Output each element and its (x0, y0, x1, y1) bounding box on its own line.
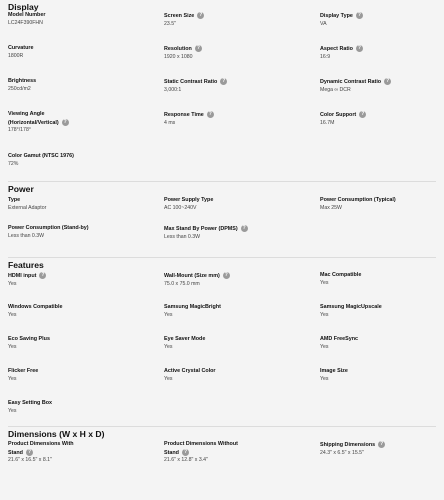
spec-value: Max 25W (320, 204, 342, 211)
spec-label: Brightness (8, 78, 37, 84)
spec-value: 23.5" (164, 20, 176, 27)
help-icon[interactable]: ? (208, 111, 212, 117)
spec-item (164, 336, 320, 368)
spec-label-line2: Stand (8, 449, 23, 456)
help-icon[interactable]: ? (41, 272, 45, 278)
help-icon[interactable]: ? (224, 272, 228, 278)
spec-item (8, 111, 164, 153)
spec-item (164, 12, 320, 45)
spec-item (8, 78, 164, 111)
spec-value: VA (320, 20, 327, 27)
spec-item (320, 12, 436, 45)
spec-value: Yes (164, 311, 173, 318)
help-icon[interactable]: ? (27, 448, 32, 455)
spec-label: Display Type (320, 12, 353, 19)
spec-item (320, 272, 436, 304)
spec-label: Response Time (164, 111, 204, 118)
spec-label: Eye Saver Mode (164, 336, 206, 342)
spec-value: Yes (164, 375, 173, 382)
spec-item (320, 441, 436, 464)
spec-item (8, 197, 164, 225)
section-features (8, 260, 436, 424)
spec-label: Color Support (320, 111, 357, 118)
help-icon[interactable]: ? (357, 12, 361, 18)
spec-label: Screen Size (164, 12, 195, 19)
dimensions-grid (8, 441, 436, 464)
spec-value: Mega ∞ DCR (320, 86, 351, 93)
spec-label: Windows Compatible (8, 304, 63, 310)
section-power (8, 184, 436, 255)
spec-value: 250cd/m2 (8, 85, 31, 92)
spec-value: External Adaptor (8, 204, 47, 211)
spec-label: Shipping Dimensions (320, 441, 376, 448)
spec-value: 21.6" x 16.5" x 8.1" (8, 457, 52, 464)
spec-label: Static Contrast Ratio (164, 78, 218, 85)
spec-label: Easy Setting Box (8, 400, 53, 406)
help-icon[interactable]: ? (242, 225, 246, 231)
spec-value: Yes (8, 280, 17, 287)
spec-value: LC24F390FHN (8, 19, 43, 26)
help-icon[interactable]: ? (361, 111, 365, 117)
help-icon[interactable]: ? (183, 448, 188, 455)
spec-label: Type (8, 197, 21, 203)
spec-item (164, 78, 320, 111)
spec-value: 4 ms (164, 119, 176, 126)
spec-value: 75.0 x 75.0 mm (164, 280, 200, 287)
spec-label: Viewing Angle (8, 111, 45, 117)
spec-value: 16:9 (320, 53, 331, 60)
spec-label: HDMI input (8, 272, 37, 279)
spec-item (164, 197, 320, 225)
spec-item (164, 272, 320, 304)
spec-label: Resolution (164, 45, 192, 52)
spec-label: Power Supply Type (164, 197, 214, 203)
spec-value: 3,000:1 (164, 86, 182, 93)
section-display (8, 0, 436, 177)
section-divider (8, 257, 436, 258)
spec-label: Model Number (8, 12, 46, 18)
spec-value: 1920 x 1080 (164, 53, 193, 60)
help-icon[interactable]: ? (63, 118, 67, 125)
spec-label: Product Dimensions Without (164, 441, 238, 447)
spec-item (320, 197, 436, 225)
spec-value: Less than 0.3W (164, 233, 201, 240)
spec-value: 178°/178° (8, 127, 31, 134)
spec-item (320, 111, 436, 153)
spec-item (8, 304, 164, 336)
spec-value: 21.6" x 12.8" x 3.4" (164, 457, 208, 464)
spec-value: Less than 0.3W (8, 232, 45, 239)
spec-label: Max Stand By Power (DPMS) (164, 225, 238, 232)
spec-item (8, 153, 164, 177)
spec-value: AC 100~240V (164, 204, 197, 211)
spec-label-line2: (Horizontal/Vertical) (8, 119, 59, 126)
spec-value: Yes (320, 343, 329, 350)
section-divider (8, 426, 436, 427)
features-grid (8, 272, 436, 424)
section-title-features: Features (8, 260, 44, 270)
spec-item (8, 45, 164, 78)
display-grid (8, 12, 436, 177)
spec-value: 72% (8, 160, 19, 167)
spec-item (320, 45, 436, 78)
help-icon[interactable]: ? (386, 78, 390, 84)
spec-item (8, 368, 164, 400)
spec-value: 16.7M (320, 119, 335, 126)
spec-value: Yes (8, 407, 17, 414)
spec-label: Aspect Ratio (320, 45, 353, 52)
spec-label: AMD FreeSync (320, 336, 359, 342)
spec-item (164, 225, 320, 255)
section-divider (8, 181, 436, 182)
spec-label: Curvature (8, 45, 34, 51)
spec-value: Yes (320, 375, 329, 382)
spec-label: Product Dimensions With (8, 441, 74, 447)
help-icon[interactable]: ? (196, 45, 200, 51)
spec-label-line2: Stand (164, 449, 179, 456)
spec-item (320, 368, 436, 400)
help-icon[interactable]: ? (222, 78, 226, 84)
spec-label: Active Crystal Color (164, 368, 216, 374)
section-title-dimensions: Dimensions (W x H x D) (8, 429, 105, 439)
spec-item (164, 304, 320, 336)
spec-label: Power Consumption (Typical) (320, 197, 396, 203)
help-icon[interactable]: ? (357, 45, 361, 51)
spec-value: Yes (320, 279, 329, 286)
power-grid (8, 197, 436, 255)
spec-label: Flicker Free (8, 368, 39, 374)
spec-label: Mac Compatible (320, 272, 362, 278)
spec-item (164, 441, 320, 464)
spec-label: Samsung MagicUpscale (320, 304, 382, 310)
spec-label: Eco Saving Plus (8, 336, 50, 342)
spec-item (8, 336, 164, 368)
spec-item (320, 336, 436, 368)
section-title-display: Display (8, 2, 39, 12)
spec-item (8, 12, 164, 45)
spec-item (320, 78, 436, 111)
help-icon[interactable]: ? (380, 441, 384, 447)
spec-value: 24.3" x 6.5" x 15.5" (320, 449, 364, 456)
spec-value: Yes (8, 375, 17, 382)
spec-item (8, 400, 164, 424)
spec-item (164, 368, 320, 400)
spec-item (320, 304, 436, 336)
help-icon[interactable]: ? (199, 12, 203, 18)
spec-label: Color Gamut (NTSC 1976) (8, 153, 74, 159)
spec-value: Yes (164, 343, 173, 350)
spec-item (8, 225, 164, 255)
spec-value: 1800R (8, 52, 24, 59)
spec-item (164, 45, 320, 78)
spec-label: Dynamic Contrast Ratio (320, 78, 382, 85)
spec-label: Power Consumption (Stand-by) (8, 225, 89, 231)
spec-label: Wall-Mount (Size mm) (164, 272, 220, 279)
spec-label: Image Size (320, 368, 348, 374)
spec-label: Samsung MagicBright (164, 304, 221, 310)
spec-item (8, 441, 164, 464)
spec-item (164, 111, 320, 153)
spec-value: Yes (8, 343, 17, 350)
spec-item (8, 272, 164, 304)
section-dimensions (8, 429, 436, 464)
spec-value: Yes (320, 311, 329, 318)
spec-value: Yes (8, 311, 17, 318)
section-title-power: Power (8, 184, 34, 194)
